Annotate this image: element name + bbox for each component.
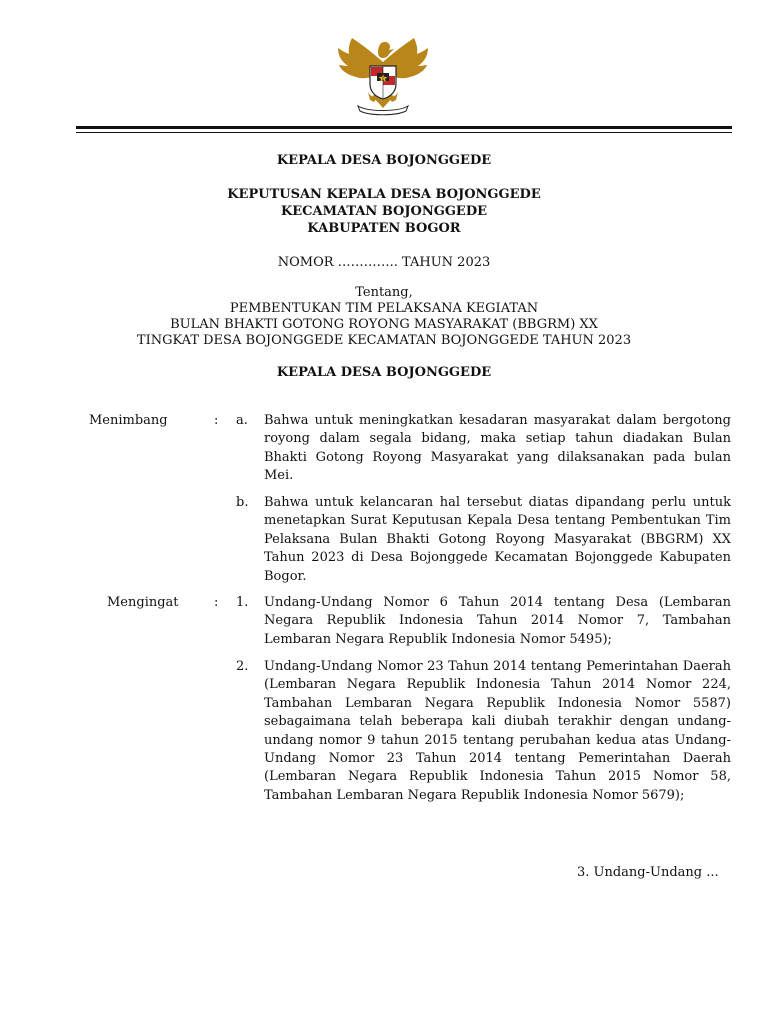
garuda-emblem-icon — [334, 32, 432, 116]
header-rule-thick — [76, 126, 732, 129]
page-continuation-note: 3. Undang-Undang ... — [577, 865, 719, 880]
mengingat-marker-1: 1. — [236, 595, 249, 610]
menimbang-item-b: Bahwa untuk kelancaran hal tersebut diatas dipandang perlu untuk menetapkan Surat Keputusan Kepala Desa tentang Pembentukan Tim Pelaksana Bulan Bhakti Gotong Royong Masyarakat (BBGRM) XX Tahun 2023 di Desa Bojonggede Kecamatan Bojonggede Kabupaten Bogor. — [264, 495, 731, 584]
subject-intro: Tentang, — [355, 285, 413, 300]
menimbang-marker-a: a. — [236, 413, 248, 428]
authority-heading: KEPALA DESA BOJONGGEDE — [276, 153, 492, 168]
mengingat-item-2: Undang-Undang Nomor 23 Tahun 2014 tentang Pemerintahan Daerah (Lembaran Negara Republik Indonesia Tahun 2014 Nomor 224, Tambahan Lembaran Negara Republik Indonesia Nomor 5587) sebagaimana telah beberapa kali diubah terakhir dengan undang-undang nomor 9 tahun 2015 tentang perubahan kedua atas Undang-Undang Nomor 23 Tahun 2014 tentang Pemerintahan Daerah (Lembaran Negara Republik Indonesia Tahun 2015 Nomor 58, Tambahan Lembaran Negara Republik Indonesia Nomor 5679); — [264, 659, 731, 803]
mengingat-colon: : — [214, 595, 219, 610]
decree-number: NOMOR ………….. TAHUN 2023 — [277, 255, 491, 270]
menimbang-label: Menimbang — [89, 413, 168, 428]
decree-title-line-1: KEPUTUSAN KEPALA DESA BOJONGGEDE — [227, 187, 541, 202]
subject-line-3: TINGKAT DESA BOJONGGEDE KECAMATAN BOJONGGEDE TAHUN 2023 — [136, 333, 632, 348]
menimbang-marker-b: b. — [236, 495, 249, 510]
menimbang-colon: : — [214, 413, 219, 428]
decree-title-line-2: KECAMATAN BOJONGGEDE — [280, 204, 488, 219]
mengingat-item-1: Undang-Undang Nomor 6 Tahun 2014 tentang Desa (Lembaran Negara Republik Indonesia Tahun 2014 Nomor 7, Tambahan Lembaran Negara Republik Indonesia Nomor 5495); — [264, 595, 731, 647]
decree-title-line-3: KABUPATEN BOGOR — [307, 221, 461, 236]
signatory-heading: KEPALA DESA BOJONGGEDE — [276, 365, 492, 380]
header-rule-thin — [76, 132, 732, 133]
subject-line-2: BULAN BHAKTI GOTONG ROYONG MASYARAKAT (BBGRM) XX — [170, 317, 598, 332]
mengingat-marker-2: 2. — [236, 659, 249, 674]
menimbang-item-a: Bahwa untuk meningkatkan kesadaran masyarakat dalam bergotong royong dalam segala bidang, maka setiap tahun diadakan Bulan Bhakti Gotong Royong Masyarakat yang dilaksanakan pada bulan Mei. — [264, 413, 731, 484]
subject-line-1: PEMBENTUKAN TIM PELAKSANA KEGIATAN — [229, 301, 539, 316]
mengingat-label: Mengingat — [107, 595, 179, 610]
